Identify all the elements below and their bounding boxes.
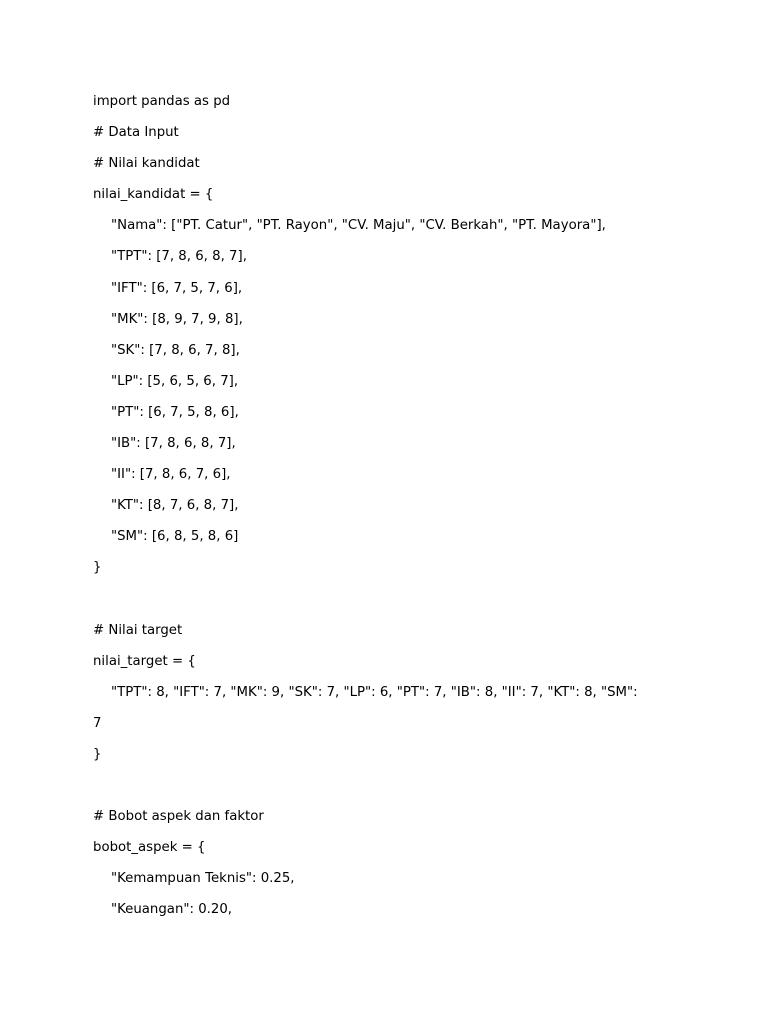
code-line: "SM": [6, 8, 5, 8, 6] [111,529,239,545]
code-line: # Data Input [93,125,179,141]
code-line: "KT": [8, 7, 6, 8, 7], [111,498,239,514]
code-line: "PT": [6, 7, 5, 8, 6], [111,404,239,420]
code-line: "TPT": [7, 8, 6, 8, 7], [111,249,247,265]
code-line: nilai_kandidat = { [93,187,214,203]
code-line: } [93,746,102,762]
code-line: "Keuangan": 0.20, [111,902,233,918]
code-text-body [93,86,693,926]
code-line: "IFT": [6, 7, 5, 7, 6], [111,280,243,296]
code-line: bobot_aspek = { [93,840,206,856]
code-line: "SK": [7, 8, 6, 7, 8], [111,342,240,358]
code-line: "LP": [5, 6, 5, 6, 7], [111,373,239,389]
code-line: "IB": [7, 8, 6, 8, 7], [111,436,236,452]
code-line: "TPT": 8, "IFT": 7, "MK": 9, "SK": 7, "LP": 6, "PT": 7, "IB": 8, "II": 7, "KT": 8, "SM": [111,684,638,700]
code-line: import pandas as pd [93,94,231,109]
blank-line [93,584,693,615]
code-line: "Nama": ["PT. Catur", "PT. Rayon", "CV. Maju", "CV. Berkah", "PT. Mayora"], [111,218,606,234]
code-line: nilai_target = { [93,653,196,669]
code-line: # Nilai target [93,622,183,638]
code-line: "MK": [8, 9, 7, 9, 8], [111,311,243,327]
blank-line [93,770,693,801]
code-line: # Bobot aspek dan faktor [93,809,264,825]
code-line: 7 [93,715,102,731]
code-line: # Nilai kandidat [93,156,200,172]
code-line: "Kemampuan Teknis": 0.25, [111,871,295,887]
code-line: } [93,560,102,576]
code-line: "II": [7, 8, 6, 7, 6], [111,467,231,483]
